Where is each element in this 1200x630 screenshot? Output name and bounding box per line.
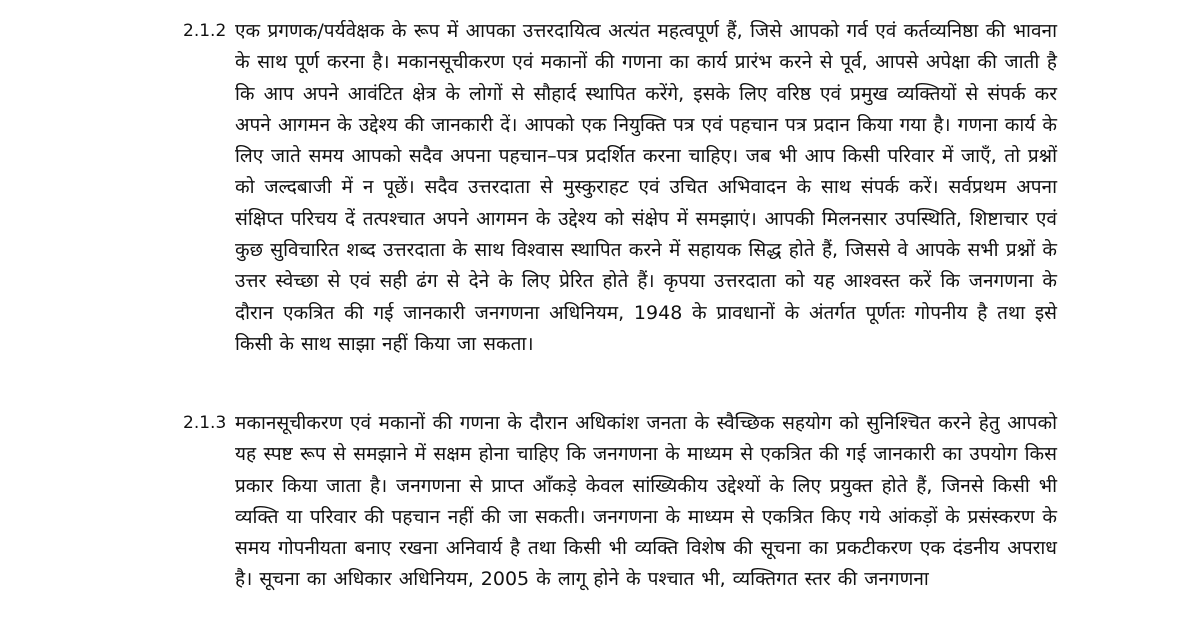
paragraph-2-1-2 <box>183 16 1058 360</box>
paragraph-text: मकानसूचीकरण एवं मकानों की गणना के दौरान अधिकांश जनता के स्वैच्छिक सहयोग को सुनिश्चित करने हेतु आपको यह स्पष्ट रूप से समझाने में सक्षम होना चाहिए कि जनगणना के माध्यम से एकत्रित की गई जानकारी का उपयोग किस प्रकार किया जाता है। जनगणना से प्राप्त आँकड़े केवल सांख्यिकीय उद्देश्यों के लिए प्रयुक्त होते हैं, जिनसे किसी भी व्यक्ति या परिवार की पहचान नहीं की जा सकती। जनगणना के माध्यम से एकत्रित किए गये आंकड़ों के प्रसंस्करण के समय गोपनीयता बनाए रखना अनिवार्य है तथा किसी भी व्यक्ति विशेष की सूचना का प्रकटीकरण एक दंडनीय अपराध है। सूचना का अधिकार अधिनियम, 2005 के लागू होने के पश्चात भी, व्यक्तिगत स्तर की जनगणना <box>235 412 1057 591</box>
paragraph-number: 2.1.2 <box>183 21 227 41</box>
paragraph-text: एक प्रगणक/पर्यवेक्षक के रूप में आपका उत्तरदायित्व अत्यंत महत्वपूर्ण हैं, जिसे आपको गर्व एवं कर्तव्यनिष्ठा की भावना के साथ पूर्ण करना है। मकानसूचीकरण एवं मकानों की गणना का कार्य प्रारंभ करने से पूर्व, आपसे अपेक्षा की जाती है कि आप अपने आवंटित क्षेत्र के लोगों से सौहार्द स्थापित करेंगे, इसके लिए वरिष्ठ एवं प्रमुख व्यक्तियों से संपर्क कर अपने आगमन के उद्देश्य की जानकारी दें। आपको एक नियुक्ति पत्र एवं पहचान पत्र प्रदान किया गया है। गणना कार्य के लिए जाते समय आपको सदैव अपना पहचान–पत्र प्रदर्शित करना चाहिए। जब भी आप किसी परिवार में जाएँ, तो प्रश्नों को जल्दबाजी में न पूछें। सदैव उत्तरदाता से मुस्कुराहट एवं उचित अभिवादन के साथ संपर्क करें। सर्वप्रथम अपना संक्षिप्त परिचय दें तत्पश्चात अपने आगमन के उद्देश्य को संक्षेप में समझाएं। आपकी मिलनसार उपस्थिति, शिष्टाचार एवं कुछ सुविचारित शब्द उत्तरदाता के साथ विश्वास स्थापित करने में सहायक सिद्ध होते हैं, जिससे वे आपके सभी प्रश्नों के उत्तर स्वेच्छा से एवं सही ढंग से देने के लिए प्रेरित होते हैं। कृपया उत्तरदाता को यह आश्वस्त करें कि जनगणना के दौरान एकत्रित की गई जानकारी जनगणना अधिनियम, 1948 के प्रावधानों के अंतर्गत पूर्णतः गोपनीय है तथा इसे किसी के साथ साझा नहीं किया जा सकता। <box>235 20 1057 355</box>
paragraph-2-1-3 <box>183 408 1058 596</box>
paragraph-number: 2.1.3 <box>183 413 227 433</box>
